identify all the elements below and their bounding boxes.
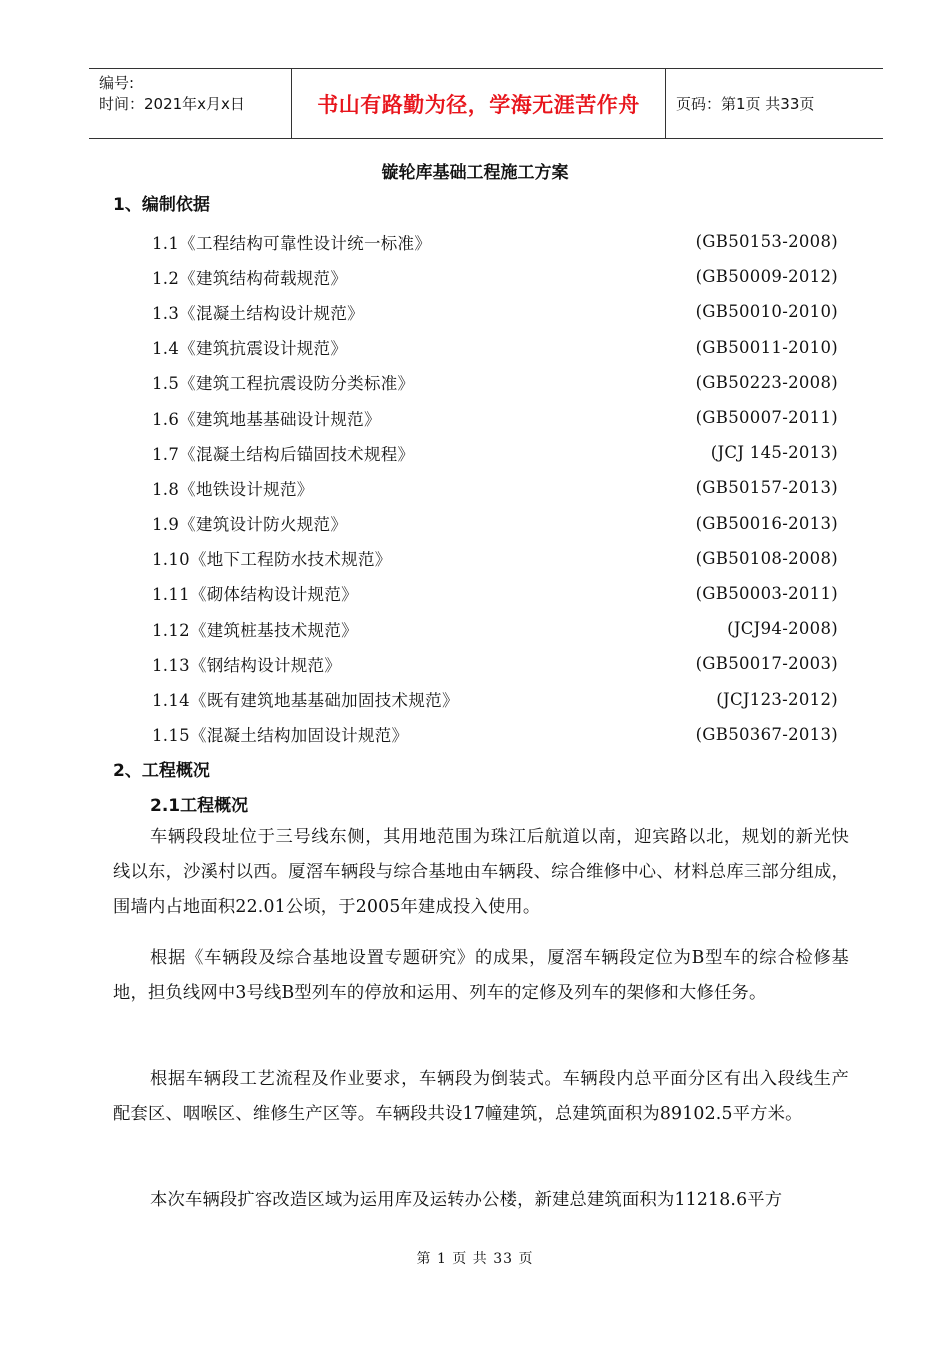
reference-code: (GB50367-2013) [695,724,838,744]
reference-name: 1.7《混凝土结构后锚固技术规程》 [152,444,415,464]
reference-item [152,646,838,681]
paragraph: 根据车辆段工艺流程及作业要求，车辆段为倒装式。车辆段内总平面分区有出入段线生产配套区、咽喉区、维修生产区等。车辆段共设17幢建筑，总建筑面积为89102.5平方米。 [113,1069,849,1124]
header-meta [89,69,292,138]
paragraph: 车辆段段址位于三号线东侧，其用地范围为珠江后航道以南，迎宾路以北，规划的新光快线以东，沙溪村以西。厦滘车辆段与综合基地由车辆段、综合维修中心、材料总库三部分组成，围墙内占地面积22.01公顷，于2005年建成投入使用。 [113,827,849,917]
reference-name: 1.15《混凝土结构加固设计规范》 [152,726,409,746]
reference-code: (GB50003-2011) [695,583,838,603]
reference-code: (GB50223-2008) [695,372,838,392]
header-motto: 书山有路勤为径，学海无涯苦作舟 [292,69,666,138]
reference-item [152,681,838,716]
section-1-heading: 1、编制依据 [113,195,210,215]
reference-code: (GB50011-2010) [695,337,838,357]
reference-name: 1.5《建筑工程抗震设防分类标准》 [152,374,415,394]
reference-name: 1.1《工程结构可靠性设计统一标准》 [152,233,432,253]
header-page-info: 页码：第1页 共33页 [676,95,815,113]
reference-item [152,717,838,752]
reference-item [152,576,838,611]
reference-name: 1.8《地铁设计规范》 [152,479,314,499]
reference-item [152,541,838,576]
page-header [89,68,883,139]
reference-name: 1.13《钢结构设计规范》 [152,655,342,675]
reference-code: (GB50016-2013) [695,513,838,533]
reference-name: 1.9《建筑设计防火规范》 [152,515,348,535]
reference-name: 1.12《建筑桩基技术规范》 [152,620,358,640]
reference-item [152,506,838,541]
reference-list [152,224,838,752]
reference-code: (GB50017-2003) [695,654,838,674]
reference-item [152,330,838,365]
reference-item [152,259,838,294]
reference-item [152,470,838,505]
reference-item [152,400,838,435]
reference-code: (GB50108-2008) [695,548,838,568]
reference-code: (GB50153-2008) [695,232,838,252]
document-title: 镟轮库基础工程施工方案 [381,163,569,183]
page-footer: 第 1 页 共 33 页 [416,1251,534,1267]
reference-code: (JCJ94-2008) [727,619,838,639]
section-2-heading: 2、工程概况 [113,761,210,781]
paragraph: 本次车辆段扩容改造区域为运用库及运转办公楼，新建总建筑面积为11218.6平方 [150,1190,783,1210]
reference-code: (GB50007-2011) [695,408,838,428]
reference-code: (JCJ123-2012) [716,689,838,709]
reference-name: 1.14《既有建筑地基基础加固技术规范》 [152,691,459,711]
reference-item [152,611,838,646]
reference-code: (GB50009-2012) [695,267,838,287]
reference-item [152,435,838,470]
section-2-1-heading: 2.1工程概况 [150,796,249,816]
reference-item [152,365,838,400]
reference-name: 1.4《建筑抗震设计规范》 [152,339,348,359]
reference-name: 1.6《建筑地基基础设计规范》 [152,409,381,429]
time-label: 时间：2021年x月x日 [99,95,245,113]
reference-name: 1.2《建筑结构荷载规范》 [152,268,348,288]
reference-code: (GB50010-2010) [695,302,838,322]
reference-item [152,224,838,259]
paragraph: 根据《车辆段及综合基地设置专题研究》的成果，厦滘车辆段定位为B型车的综合检修基地，担负线网中3号线B型列车的停放和运用、列车的定修及列车的架修和大修任务。 [113,948,849,1003]
reference-name: 1.10《地下工程防水技术规范》 [152,550,392,570]
reference-name: 1.3《混凝土结构设计规范》 [152,303,364,323]
reference-item [152,294,838,329]
number-label: 编号: [99,74,135,92]
reference-code: (GB50157-2013) [695,478,838,498]
reference-name: 1.11《砌体结构设计规范》 [152,585,358,605]
reference-code: (JCJ 145-2013) [710,443,838,463]
